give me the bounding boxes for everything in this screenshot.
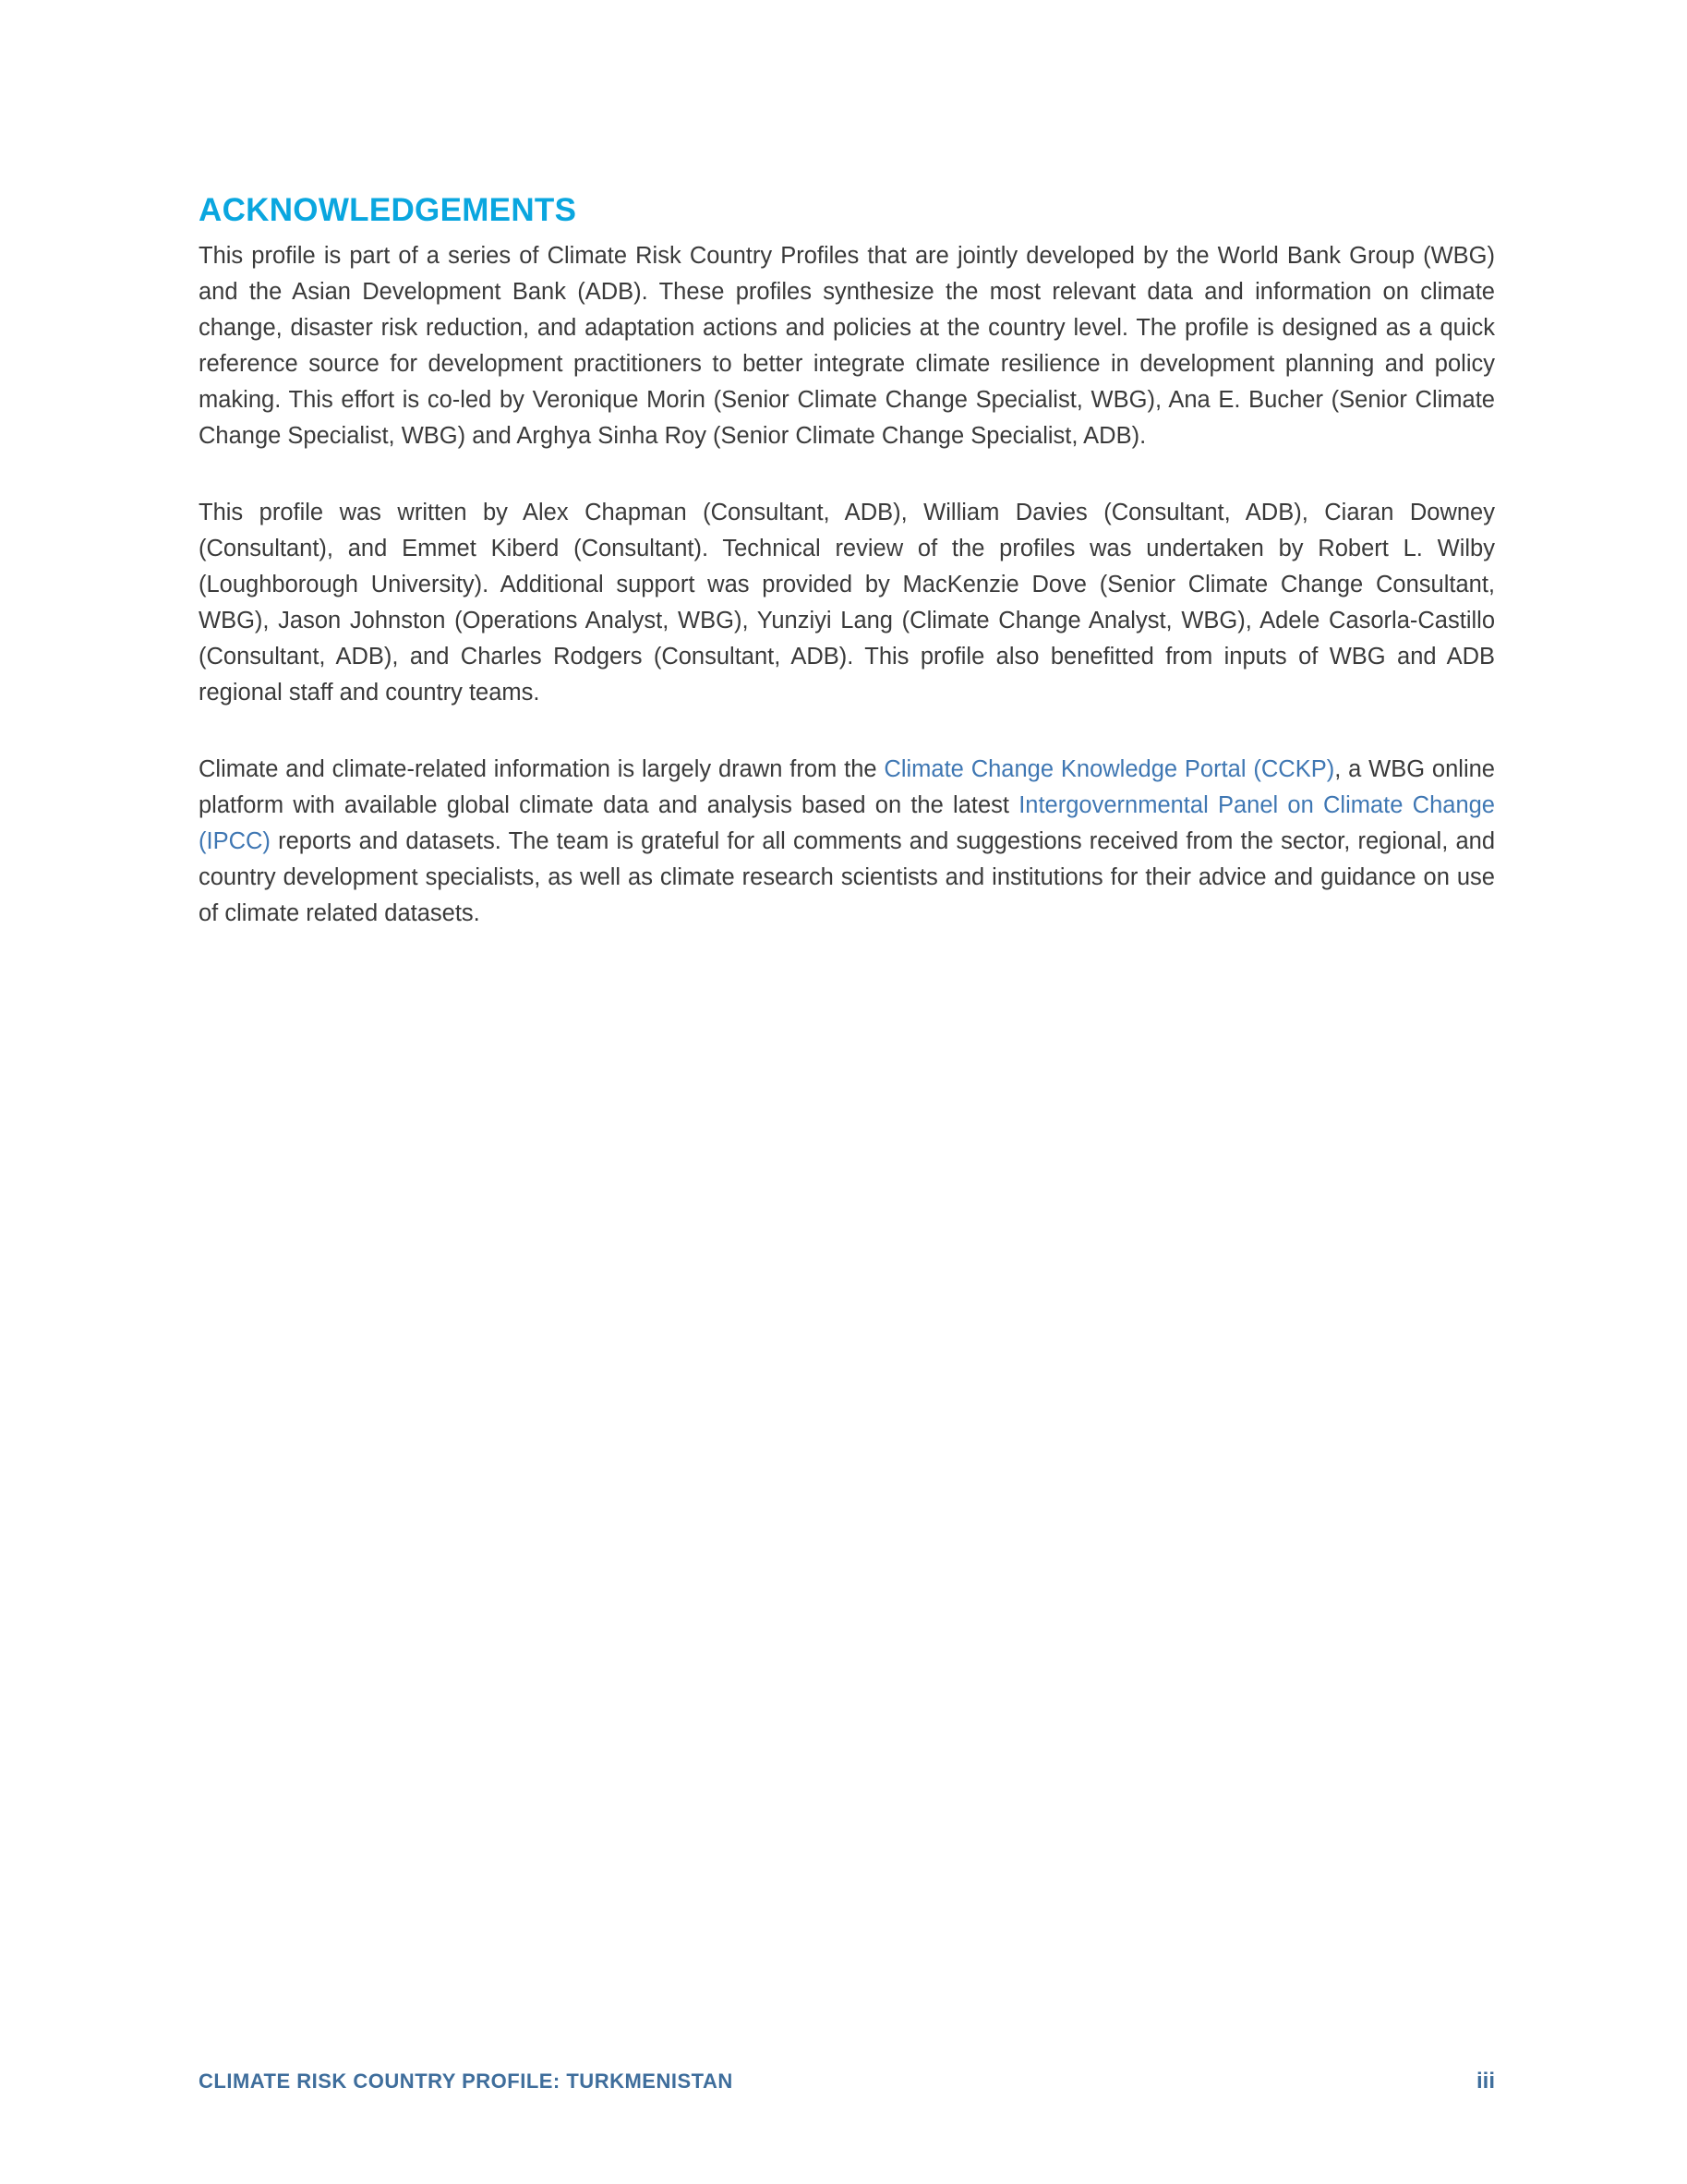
paragraph-intro: This profile is part of a series of Climate Risk Country Profiles that are jointly developed by the World Bank Group (WBG) and the Asian Development Bank (ADB). These profiles synthesize the most relevant data and information on climate change, disaster risk reduction, and adaptation actions and policies at the country level. The profile is designed as a quick reference source for development practitioners to better integrate climate resilience in development planning and policy making. This effort is co-led by Veronique Morin (Senior Climate Change Specialist, WBG), Ana E. Bucher (Senior Climate Change Specialist, WBG) and Arghya Sinha Roy (Senior Climate Change Specialist, ADB). [199, 243, 1495, 449]
footer-title: CLIMATE RISK COUNTRY PROFILE: TURKMENISTAN [199, 2069, 733, 2093]
paragraph-authors: This profile was written by Alex Chapman (Consultant, ADB), William Davies (Consultant, ADB), Ciaran Downey (Consultant), and Emmet Kiberd (Consultant). Technical review of the profiles was undertaken by Robert L. Wilby (Loughborough University). Additional support was provided by MacKenzie Dove (Senior Climate Change Consultant, WBG), Jason Johnston (Operations Analyst, WBG), Yunziyi Lang (Climate Change Analyst, WBG), Adele Casorla-Castillo (Consultant, ADB), and Charles Rodgers (Consultant, ADB). This profile also benefitted from inputs of WBG and ADB regional staff and country teams. [199, 500, 1495, 706]
document-body [199, 188, 1495, 972]
ipcc-link[interactable]: Intergovernmental Panel on Climate Change (IPCC) [199, 792, 1495, 854]
cckp-link[interactable]: Climate Change Knowledge Portal (CCKP) [884, 756, 1335, 782]
page-footer [199, 2069, 1495, 2094]
page-number: iii [1476, 2069, 1495, 2094]
page-title: ACKNOWLEDGEMENTS [199, 192, 577, 228]
paragraph-sources-text-2: , a WBG online platform with available global climate data and analysis based on the latest [199, 756, 1495, 818]
paragraph-sources-text-1: Climate and climate-related information is largely drawn from the [199, 756, 885, 782]
paragraph-sources [199, 752, 1495, 932]
paragraph-sources-text-3: reports and datasets. The team is grateful for all comments and suggestions received from the sector, regional, and country development specialists, as well as climate research scientists and institutions for their advice and guidance on use of climate related datasets. [199, 828, 1495, 926]
